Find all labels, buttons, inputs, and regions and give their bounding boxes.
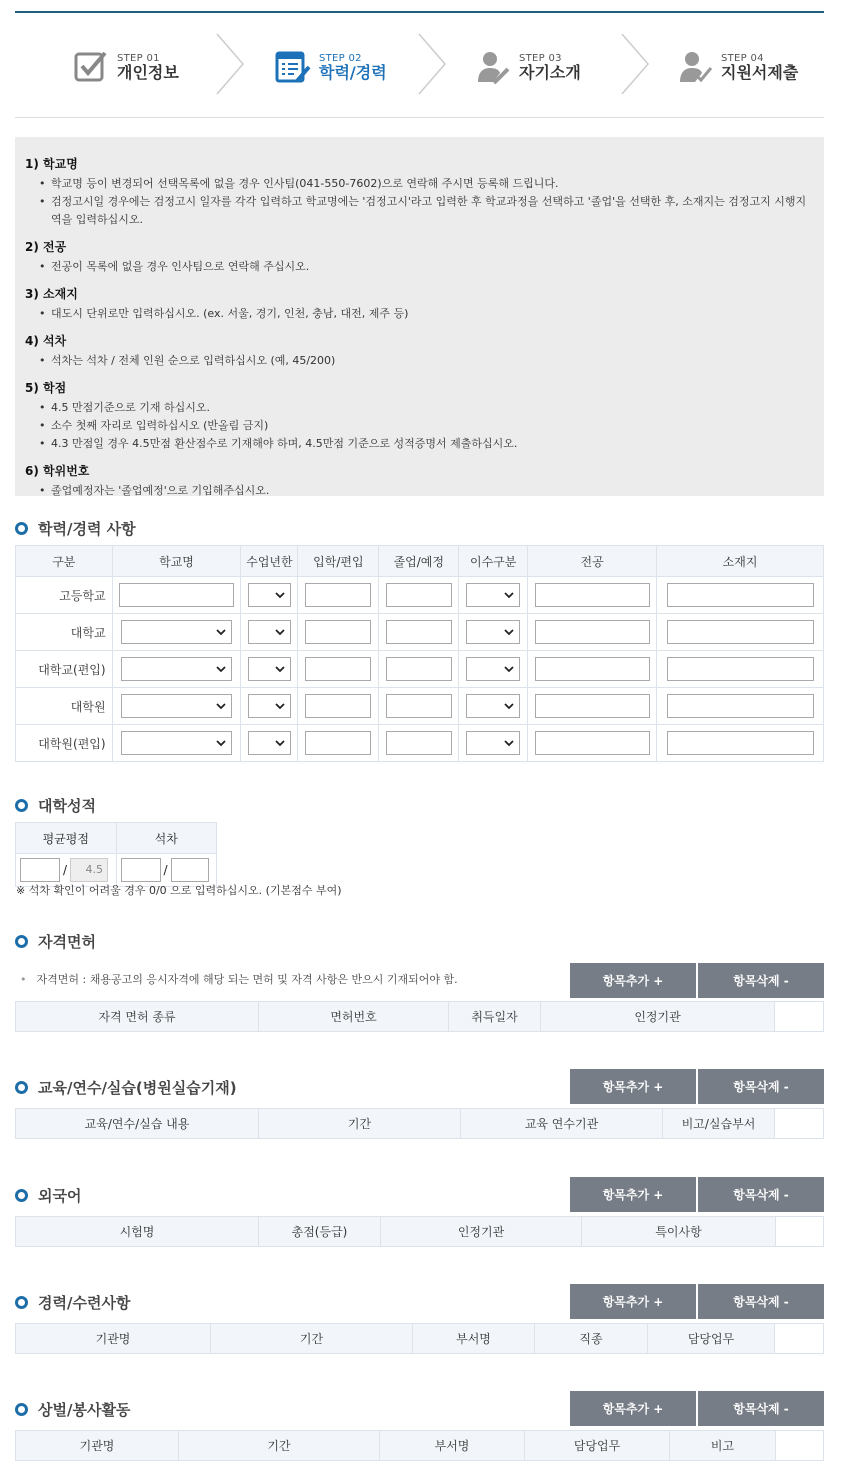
notice-item: • 4.3 만점일 경우 4.5만점 환산점수로 기재해야 하며, 4.5만점 기준으로 성적증명서 제출하십시오. bbox=[39, 435, 814, 453]
chevron-down-icon bbox=[216, 664, 226, 674]
step-name: 자기소개 bbox=[519, 62, 581, 82]
notice-item: • 4.5 만점기준으로 기재 하십시오. bbox=[39, 399, 814, 417]
column-header: 소재지 bbox=[657, 546, 824, 577]
circle-bullet-icon bbox=[15, 522, 28, 535]
step-name: 학력/경력 bbox=[319, 62, 387, 82]
section-training bbox=[15, 1076, 237, 1098]
section-grades bbox=[15, 794, 96, 816]
row-label: 대학원 bbox=[16, 688, 113, 725]
graduation-date-input[interactable] bbox=[386, 620, 452, 644]
education-table bbox=[15, 545, 824, 762]
notice-item: • 학교명 등이 변경되어 선택목록에 없을 경우 인사팀(041-550-7602)으로 연락해 주시면 등록해 드립니다. bbox=[39, 175, 814, 193]
column-header: 면허번호 bbox=[259, 1002, 449, 1031]
language-add-button[interactable]: 항목추가 + bbox=[570, 1177, 696, 1212]
chevron-down-icon bbox=[504, 590, 514, 600]
study-years-select[interactable] bbox=[248, 657, 291, 681]
career-header-row bbox=[15, 1323, 824, 1354]
school-name-input[interactable] bbox=[119, 583, 234, 607]
chevron-down-icon bbox=[275, 701, 285, 711]
section-title: 교육/연수/실습(병원실습기재) bbox=[38, 1078, 237, 1097]
person-check-icon bbox=[675, 47, 715, 87]
career-add-button[interactable]: 항목추가 + bbox=[570, 1284, 696, 1319]
school-name-select[interactable] bbox=[121, 620, 232, 644]
notice-item: • 전공이 목록에 없을 경우 인사팀으로 연락해 주십시오. bbox=[39, 258, 814, 276]
form-edit-icon bbox=[273, 47, 313, 87]
major-input[interactable] bbox=[535, 583, 650, 607]
school-name-select[interactable] bbox=[121, 731, 232, 755]
career-delete-button[interactable]: 항목삭제 - bbox=[698, 1284, 824, 1319]
step-number: STEP 01 bbox=[117, 52, 160, 64]
top-divider bbox=[15, 11, 824, 13]
step-number: STEP 04 bbox=[721, 52, 764, 64]
column-header: 수업년한 bbox=[241, 546, 298, 577]
circle-bullet-icon bbox=[15, 1403, 28, 1416]
column-header bbox=[775, 1002, 823, 1031]
column-header: 학교명 bbox=[112, 546, 241, 577]
section-license bbox=[15, 930, 96, 952]
grades-table bbox=[15, 822, 217, 887]
column-header: 전공 bbox=[528, 546, 657, 577]
column-header: 기간 bbox=[179, 1431, 380, 1460]
column-header: 기간 bbox=[259, 1109, 461, 1138]
study-years-select[interactable] bbox=[248, 620, 291, 644]
column-header: 담당업무 bbox=[525, 1431, 670, 1460]
section-title: 상벌/봉사활동 bbox=[38, 1400, 131, 1419]
language-delete-button[interactable]: 항목삭제 - bbox=[698, 1177, 824, 1212]
chevron-down-icon bbox=[504, 627, 514, 637]
step-4 bbox=[675, 42, 798, 92]
rank-total-input[interactable] bbox=[171, 858, 209, 882]
column-header: 자격 면허 종류 bbox=[16, 1002, 259, 1031]
awards-header-row bbox=[15, 1430, 824, 1461]
license-add-button[interactable]: 항목추가 + bbox=[570, 963, 696, 998]
table-row bbox=[16, 614, 824, 651]
training-delete-button[interactable]: 항목삭제 - bbox=[698, 1069, 824, 1104]
major-input[interactable] bbox=[535, 657, 650, 681]
school-name-select[interactable] bbox=[121, 694, 232, 718]
column-header: 구분 bbox=[16, 546, 113, 577]
column-header: 시험명 bbox=[16, 1217, 259, 1246]
column-header: 기간 bbox=[211, 1324, 413, 1353]
slash: / bbox=[63, 863, 68, 877]
section-education bbox=[15, 517, 136, 539]
notice-title: 4) 석차 bbox=[25, 334, 67, 348]
step-number: STEP 02 bbox=[319, 52, 362, 64]
major-input[interactable] bbox=[535, 694, 650, 718]
column-header: 비고/실습부서 bbox=[663, 1109, 775, 1138]
person-edit-icon bbox=[473, 47, 513, 87]
completion-select[interactable] bbox=[466, 583, 520, 607]
circle-bullet-icon bbox=[15, 799, 28, 812]
column-header: 석차 bbox=[116, 823, 217, 854]
entrance-date-input[interactable] bbox=[305, 731, 371, 755]
graduation-date-input[interactable] bbox=[386, 694, 452, 718]
section-career bbox=[15, 1291, 130, 1313]
column-header: 이수구분 bbox=[459, 546, 528, 577]
table-row bbox=[16, 725, 824, 762]
chevron-down-icon bbox=[216, 701, 226, 711]
training-add-button[interactable]: 항목추가 + bbox=[570, 1069, 696, 1104]
location-input[interactable] bbox=[667, 657, 814, 681]
checkbox-icon bbox=[71, 47, 111, 87]
notice-box bbox=[15, 137, 824, 496]
notice-title: 6) 학위번호 bbox=[25, 464, 90, 478]
column-header bbox=[775, 1324, 823, 1353]
table-row bbox=[16, 577, 824, 614]
chevron-down-icon bbox=[504, 738, 514, 748]
column-header: 담당업무 bbox=[648, 1324, 775, 1353]
section-title: 외국어 bbox=[38, 1186, 82, 1205]
study-years-select[interactable] bbox=[248, 731, 291, 755]
row-label: 대학원(편입) bbox=[16, 725, 113, 762]
step-2 bbox=[273, 42, 387, 92]
awards-add-button[interactable]: 항목추가 + bbox=[570, 1391, 696, 1426]
major-input[interactable] bbox=[535, 620, 650, 644]
section-title: 학력/경력 사항 bbox=[38, 519, 136, 538]
column-header: 직종 bbox=[535, 1324, 648, 1353]
rank-input[interactable] bbox=[121, 858, 161, 882]
column-header: 특이사항 bbox=[582, 1217, 776, 1246]
column-header: 기관명 bbox=[16, 1431, 179, 1460]
column-header: 부서명 bbox=[380, 1431, 525, 1460]
chevron-down-icon bbox=[275, 627, 285, 637]
notice-title: 1) 학교명 bbox=[25, 157, 78, 171]
notice-item: • 소수 첫째 자리로 입력하십시오 (반올림 금지) bbox=[39, 417, 814, 435]
step-name: 개인정보 bbox=[117, 62, 179, 82]
step-number: STEP 03 bbox=[519, 52, 562, 64]
column-header: 취득일자 bbox=[449, 1002, 541, 1031]
section-language bbox=[15, 1184, 81, 1206]
circle-bullet-icon bbox=[15, 935, 28, 948]
column-header: 인정기관 bbox=[381, 1217, 582, 1246]
step-name: 지원서제출 bbox=[721, 62, 799, 82]
column-header: 비고 bbox=[670, 1431, 776, 1460]
major-input[interactable] bbox=[535, 731, 650, 755]
column-header: 평균평점 bbox=[16, 823, 117, 854]
license-note: • 자격면허 : 채용공고의 응시자격에 해당 되는 면허 및 자격 사항은 반으시 기재되어야 함. bbox=[20, 973, 458, 986]
step-3 bbox=[473, 42, 581, 92]
entrance-date-input[interactable] bbox=[305, 583, 371, 607]
column-header: 입학/편입 bbox=[298, 546, 379, 577]
entrance-date-input[interactable] bbox=[305, 694, 371, 718]
training-header-row bbox=[15, 1108, 824, 1139]
school-name-select[interactable] bbox=[121, 657, 232, 681]
row-label: 대학교(편입) bbox=[16, 651, 113, 688]
notice-item: • 검정고시일 경우에는 검정고시 일자를 각각 입력하고 학교명에는 '검정고시'라고 입력한 후 학교과정을 선택하고 '졸업'을 선택한 후, 소재지는 검정고지 시행지역을 입력하십시오. bbox=[39, 193, 814, 229]
grades-note: ※ 석차 확인이 어려울 경우 0/0 으로 입력하십시오. (기본점수 부여) bbox=[16, 884, 342, 897]
language-header-row bbox=[15, 1216, 824, 1247]
completion-select[interactable] bbox=[466, 620, 520, 644]
location-input[interactable] bbox=[667, 620, 814, 644]
chevron-down-icon bbox=[216, 738, 226, 748]
column-header: 총점(등급) bbox=[259, 1217, 381, 1246]
table-row bbox=[16, 688, 824, 725]
chevron-down-icon bbox=[275, 738, 285, 748]
chevron-down-icon bbox=[504, 664, 514, 674]
section-awards bbox=[15, 1398, 130, 1420]
column-header: 교육 연수기관 bbox=[461, 1109, 663, 1138]
notice-item: • 대도시 단위로만 입력하십시오. (ex. 서울, 경기, 인천, 충남, 대전, 제주 등) bbox=[39, 305, 814, 323]
gpa-input[interactable] bbox=[20, 858, 60, 882]
entrance-date-input[interactable] bbox=[305, 657, 371, 681]
completion-select[interactable] bbox=[466, 731, 520, 755]
section-title: 경력/수련사항 bbox=[38, 1293, 131, 1312]
awards-delete-button[interactable]: 항목삭제 - bbox=[698, 1391, 824, 1426]
graduation-date-input[interactable] bbox=[386, 731, 452, 755]
step-indicator bbox=[15, 30, 824, 118]
entrance-date-input[interactable] bbox=[305, 620, 371, 644]
chevron-down-icon bbox=[504, 701, 514, 711]
column-header bbox=[776, 1431, 823, 1460]
chevron-down-icon bbox=[275, 590, 285, 600]
completion-select[interactable] bbox=[466, 657, 520, 681]
circle-bullet-icon bbox=[15, 1081, 28, 1094]
location-input[interactable] bbox=[667, 583, 814, 607]
study-years-select[interactable] bbox=[248, 694, 291, 718]
chevron-right-icon bbox=[215, 32, 245, 96]
section-title: 자격면허 bbox=[38, 932, 96, 951]
license-header-row bbox=[15, 1001, 824, 1032]
column-header bbox=[775, 1109, 823, 1138]
gpa-max-field: 4.5 bbox=[70, 858, 108, 882]
column-header: 교육/연수/실습 내용 bbox=[16, 1109, 259, 1138]
location-input[interactable] bbox=[667, 731, 814, 755]
chevron-right-icon bbox=[417, 32, 447, 96]
table-row bbox=[16, 651, 824, 688]
graduation-date-input[interactable] bbox=[386, 657, 452, 681]
notice-item: • 석차는 석차 / 전체 인원 순으로 입력하십시오 (예, 45/200) bbox=[39, 352, 814, 370]
row-label: 대학교 bbox=[16, 614, 113, 651]
circle-bullet-icon bbox=[15, 1189, 28, 1202]
section-title: 대학성적 bbox=[38, 796, 96, 815]
license-delete-button[interactable]: 항목삭제 - bbox=[698, 963, 824, 998]
chevron-down-icon bbox=[216, 627, 226, 637]
column-header: 기관명 bbox=[16, 1324, 211, 1353]
slash: / bbox=[163, 863, 168, 877]
notice-title: 3) 소재지 bbox=[25, 287, 78, 301]
notice-item: • 졸업예정자는 '졸업예정'으로 기입해주십시오. bbox=[39, 482, 814, 500]
graduation-date-input[interactable] bbox=[386, 583, 452, 607]
column-header: 부서명 bbox=[413, 1324, 535, 1353]
circle-bullet-icon bbox=[15, 1296, 28, 1309]
row-label: 고등학교 bbox=[16, 577, 113, 614]
notice-title: 5) 학점 bbox=[25, 381, 67, 395]
chevron-right-icon bbox=[620, 32, 650, 96]
notice-title: 2) 전공 bbox=[25, 240, 67, 254]
column-header: 졸업/예정 bbox=[379, 546, 459, 577]
location-input[interactable] bbox=[667, 694, 814, 718]
chevron-down-icon bbox=[275, 664, 285, 674]
column-header bbox=[776, 1217, 823, 1246]
column-header: 인정기관 bbox=[541, 1002, 775, 1031]
completion-select[interactable] bbox=[466, 694, 520, 718]
study-years-select[interactable] bbox=[248, 583, 291, 607]
step-1 bbox=[71, 42, 179, 92]
